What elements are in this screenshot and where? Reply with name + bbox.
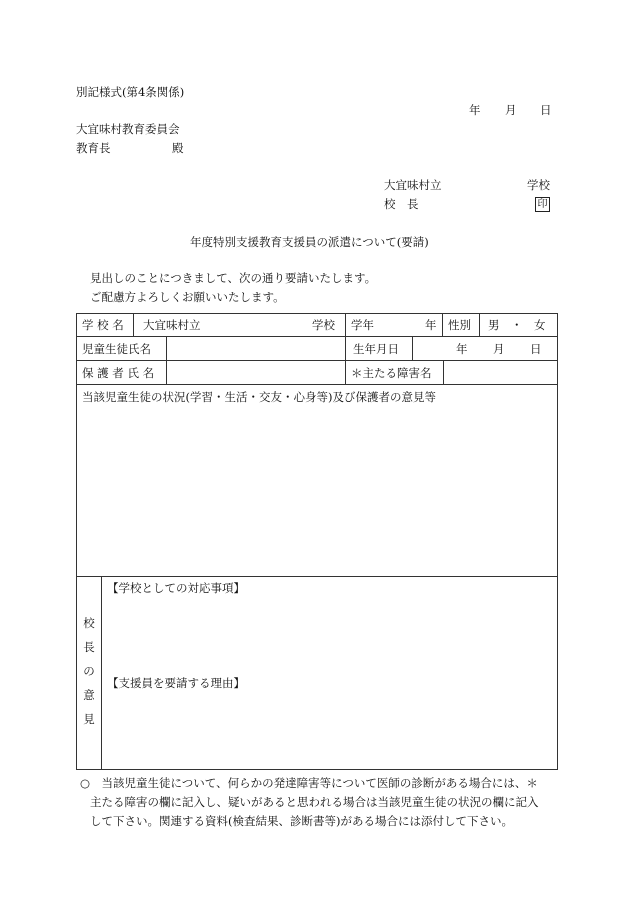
col-divider: [442, 314, 443, 336]
note-line-3: して下さい。関連する資料(検査結果、診断書等)がある場合には添付して下さい。: [90, 814, 513, 828]
opinion-char: 意: [83, 688, 95, 702]
col-divider: [133, 314, 134, 336]
col-divider: [166, 336, 167, 384]
sender-principal: 校 長: [384, 197, 419, 211]
intro-line-2: ご配慮方よろしくお願いいたします。: [90, 290, 285, 304]
request-reason-label: 【支援員を要請する理由】: [107, 676, 245, 690]
date-month: 月: [505, 103, 517, 117]
row-divider: [77, 576, 557, 577]
row-divider: [77, 336, 557, 337]
addressee-title: 教育長: [76, 141, 111, 155]
note-line-2: 主たる障害の欄に記入し、疑いがあると思われる場合は当該児童生徒の状況の欄に記入: [90, 795, 539, 809]
addressee-org: 大宜味村教育委員会: [76, 122, 180, 136]
disability-label: ＊主たる障害名: [351, 366, 432, 380]
dob-label: 生年月日: [353, 342, 399, 356]
addressee-honorific: 殿: [172, 141, 184, 155]
col-divider: [345, 336, 346, 384]
school-name-prefix: 大宜味村立: [143, 318, 201, 332]
request-form-table: [76, 313, 558, 770]
date-year: 年: [469, 103, 481, 117]
col-divider: [443, 360, 444, 384]
date-day: 日: [540, 103, 552, 117]
sender-school-suffix: 学校: [527, 178, 550, 192]
intro-line-1: 見出しのことにつきまして、次の通り要請いたします。: [90, 271, 377, 285]
school-name-suffix: 学校: [312, 318, 335, 332]
opinion-char: 校: [83, 616, 95, 630]
opinion-char: の: [83, 664, 95, 678]
form-reference: 別記様式(第4条関係): [76, 85, 185, 99]
student-name-label: 児童生徒氏名: [82, 342, 151, 356]
col-divider: [479, 314, 480, 336]
sender-school-prefix: 大宜味村立: [384, 178, 442, 192]
dob-day: 日: [530, 342, 542, 356]
note-line-1: ○ 当該児童生徒について、何らかの発達障害等について医師の診断がある場合には、＊: [80, 776, 538, 790]
dob-year: 年: [456, 342, 468, 356]
opinion-char: 見: [83, 712, 95, 726]
dob-month: 月: [493, 342, 505, 356]
school-response-label: 【学校としての対応事項】: [107, 581, 245, 595]
gender-label: 性別: [448, 318, 471, 332]
grade-label: 学年: [351, 318, 374, 332]
row-divider: [77, 360, 557, 361]
school-name-label: 学 校 名: [82, 318, 124, 332]
situation-label: 当該児童生徒の状況(学習・生活・交友・心身等)及び保護者の意見等: [82, 390, 436, 404]
gender-options: 男 ・ 女: [488, 318, 546, 332]
col-divider: [412, 336, 413, 360]
seal-mark: [535, 197, 550, 212]
grade-unit: 年: [425, 318, 437, 332]
document-title: 年度特別支援教育支援員の派遣について(要請): [190, 235, 429, 249]
col-divider: [345, 314, 346, 336]
seal-stamp-icon: 印: [535, 197, 550, 212]
guardian-name-label: 保 護 者 氏 名: [82, 366, 155, 380]
opinion-char: 長: [83, 640, 95, 654]
col-divider: [101, 576, 102, 769]
row-divider: [77, 384, 557, 385]
